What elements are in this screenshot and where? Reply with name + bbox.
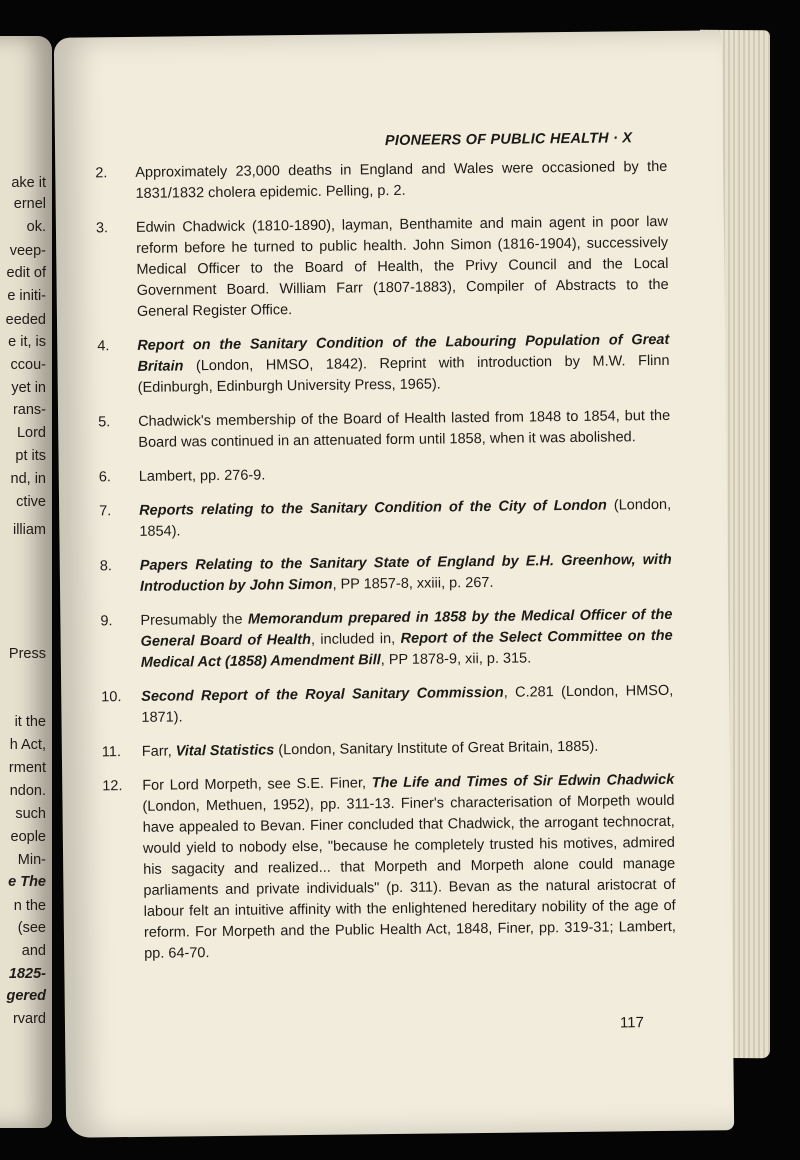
endnote-title-italic: Vital Statistics	[175, 742, 275, 760]
endnote-text	[142, 736, 674, 763]
page-number: 117	[619, 1014, 645, 1032]
left-page-line: Press	[8, 646, 46, 662]
left-page-line: n the	[13, 898, 46, 914]
endnote-title-italic: Papers Relating to the Sanitary State of England by E.H. Greenhow, with Introduction by John Simon	[139, 551, 672, 595]
endnote-text-segment: (London, HMSO, 1842). Reprint with introduction by M.W. Flinn (Edinburgh, Edinburgh University Press, 1965).	[137, 352, 670, 396]
endnote-text	[140, 605, 673, 674]
running-head: PIONEERS OF PUBLIC HEALTH · X	[384, 130, 633, 150]
left-page-line: and	[21, 943, 46, 959]
endnote-text-segment: , included in,	[310, 630, 401, 648]
endnote-text	[141, 681, 673, 729]
endnote-text-segment: , PP 1878-9, xii, p. 315.	[380, 650, 532, 669]
endnote-number: 2.	[95, 165, 108, 182]
endnote	[100, 605, 673, 674]
endnote-text-segment: Edwin Chadwick (1810-1890), layman, Benthamite and main agent in poor law reform before he turned to public health. John Simon (1816-1904), successively Medical Officer to the Board of Health, the Privy Council and the Local Government Board. William Farr (1807-1883), Compiler of Abstracts to the General Register Office.	[135, 213, 669, 320]
endnote-text	[142, 770, 676, 965]
endnote-text-segment: Lambert, pp. 276-9.	[138, 467, 266, 485]
left-page-line: rvard	[12, 1011, 46, 1027]
endnote-title-italic: Second Report of the Royal Sanitary Commission	[141, 684, 504, 705]
left-page-line: e The	[8, 874, 46, 890]
endnote	[97, 330, 670, 399]
endnote	[95, 157, 667, 205]
endnote-text-segment: , C.281 (London, HMSO, 1871).	[141, 682, 674, 726]
endnote-text-segment: (London, Methuen, 1952), pp. 311-13. Finer's characterisation of Morpeth would have appealed to Bevan. Finer concluded that Chadwick, the arrogant technocrat, would yield to nobody else, "because he completely trusted his motives, admired his sagacity and realized... that Morpeth and Morpeth alone could manage parliaments and private individuals" (p. 311). Bevan as the natural aristocrat of labour felt an intuitive affinity with the enlightened hereditary nobility of the age of reform. For Morpeth and the Public Health Act, 1848, Finer, pp. 319-31; Lambert, pp. 64-70.	[142, 792, 676, 962]
left-page-line: ndon.	[9, 783, 46, 799]
endnote	[100, 550, 672, 598]
endnote-text-segment: For Lord Morpeth, see S.E. Finer,	[142, 775, 372, 794]
left-page-line: e it, is	[8, 334, 46, 350]
left-page-line: h Act,	[9, 737, 46, 753]
endnote-text	[139, 495, 671, 543]
endnote-text-segment: (London, 1854).	[139, 496, 672, 540]
endnote	[102, 770, 676, 965]
endnote-text	[138, 406, 670, 454]
left-page-line: eople	[10, 829, 46, 845]
endnote-number: 3.	[95, 220, 109, 237]
endnote	[96, 212, 669, 323]
endnotes-list	[95, 157, 676, 978]
endnote-number: 8.	[99, 558, 112, 575]
endnote-number: 6.	[98, 469, 111, 486]
endnote-text-segment: Chadwick's membership of the Board of Health lasted from 1848 to 1854, but the Board was continued in an attenuated form until 1858, when it was abolished.	[138, 407, 671, 451]
endnote-text	[140, 550, 672, 598]
left-page-line: 1825-	[8, 966, 46, 982]
left-page-line: rment	[8, 760, 46, 776]
endnote-text-segment: Approximately 23,000 deaths in England and Wales were occasioned by the 1831/1832 cholera epidemic. Pelling, p. 2.	[135, 158, 668, 202]
endnote-text	[139, 461, 671, 488]
left-page-line: ok.	[26, 219, 46, 235]
endnote	[99, 461, 671, 488]
left-page-line: such	[15, 806, 46, 822]
left-page-line: eeded	[5, 312, 46, 328]
endnote	[98, 406, 670, 454]
endnote-text-segment: Presumably the	[140, 611, 248, 629]
left-page-line: gered	[6, 988, 46, 1004]
left-page-line: ake it	[11, 175, 46, 191]
left-page-line: rans-	[12, 402, 46, 418]
endnote-title-italic: Report on the Sanitary Condition of the Labouring Population of Great Britain	[137, 331, 670, 375]
left-page-line: yet in	[11, 380, 46, 396]
endnote	[99, 495, 671, 543]
facing-left-page	[0, 36, 52, 1128]
endnote-number: 4.	[97, 338, 110, 355]
endnote	[102, 736, 674, 763]
endnote-text-segment: , PP 1857-8, xxiii, p. 267.	[332, 574, 494, 593]
left-page-line: ctive	[16, 494, 46, 510]
left-page-line: e initi-	[7, 288, 46, 304]
endnote-text	[137, 330, 670, 399]
endnote-text-segment: (London, Sanitary Institute of Great Britain, 1885).	[274, 738, 599, 759]
endnote-title-italic: The Life and Times of Sir Edwin Chadwick	[371, 771, 675, 792]
left-page-line: it the	[14, 714, 46, 730]
left-page-line: illiam	[12, 522, 46, 538]
endnote-number: 9.	[100, 613, 113, 630]
endnote-number: 7.	[99, 503, 112, 520]
left-page-line: pt its	[15, 448, 46, 464]
left-page-line: nd, in	[10, 471, 46, 487]
endnote-title-italic: Reports relating to the Sanitary Condition of the City of London	[139, 497, 607, 519]
endnote-text	[135, 157, 667, 205]
left-page-line: ernel	[13, 196, 46, 212]
left-page-line: Lord	[16, 425, 46, 441]
endnote-number: 12.	[102, 778, 123, 795]
endnote-text	[136, 212, 669, 323]
endnote-number: 5.	[98, 414, 111, 431]
endnote-number: 10.	[101, 689, 122, 706]
left-page-line: veep-	[9, 243, 46, 259]
left-page-line: (see	[17, 920, 46, 936]
left-page-line: ccou-	[10, 357, 46, 373]
book-page	[54, 30, 734, 1138]
endnote-title-italic: Report of the Select Committee on the Medical Act (1858) Amendment Bill	[140, 627, 673, 671]
endnote-number: 11.	[101, 744, 122, 761]
left-page-line: Min-	[17, 852, 46, 868]
left-page-line: edit of	[6, 265, 46, 281]
endnote-title-italic: Memorandum prepared in 1858 by the Medical Officer of the General Board of Health	[140, 606, 673, 650]
endnote	[101, 681, 673, 729]
endnote-text-segment: Farr,	[141, 743, 176, 760]
